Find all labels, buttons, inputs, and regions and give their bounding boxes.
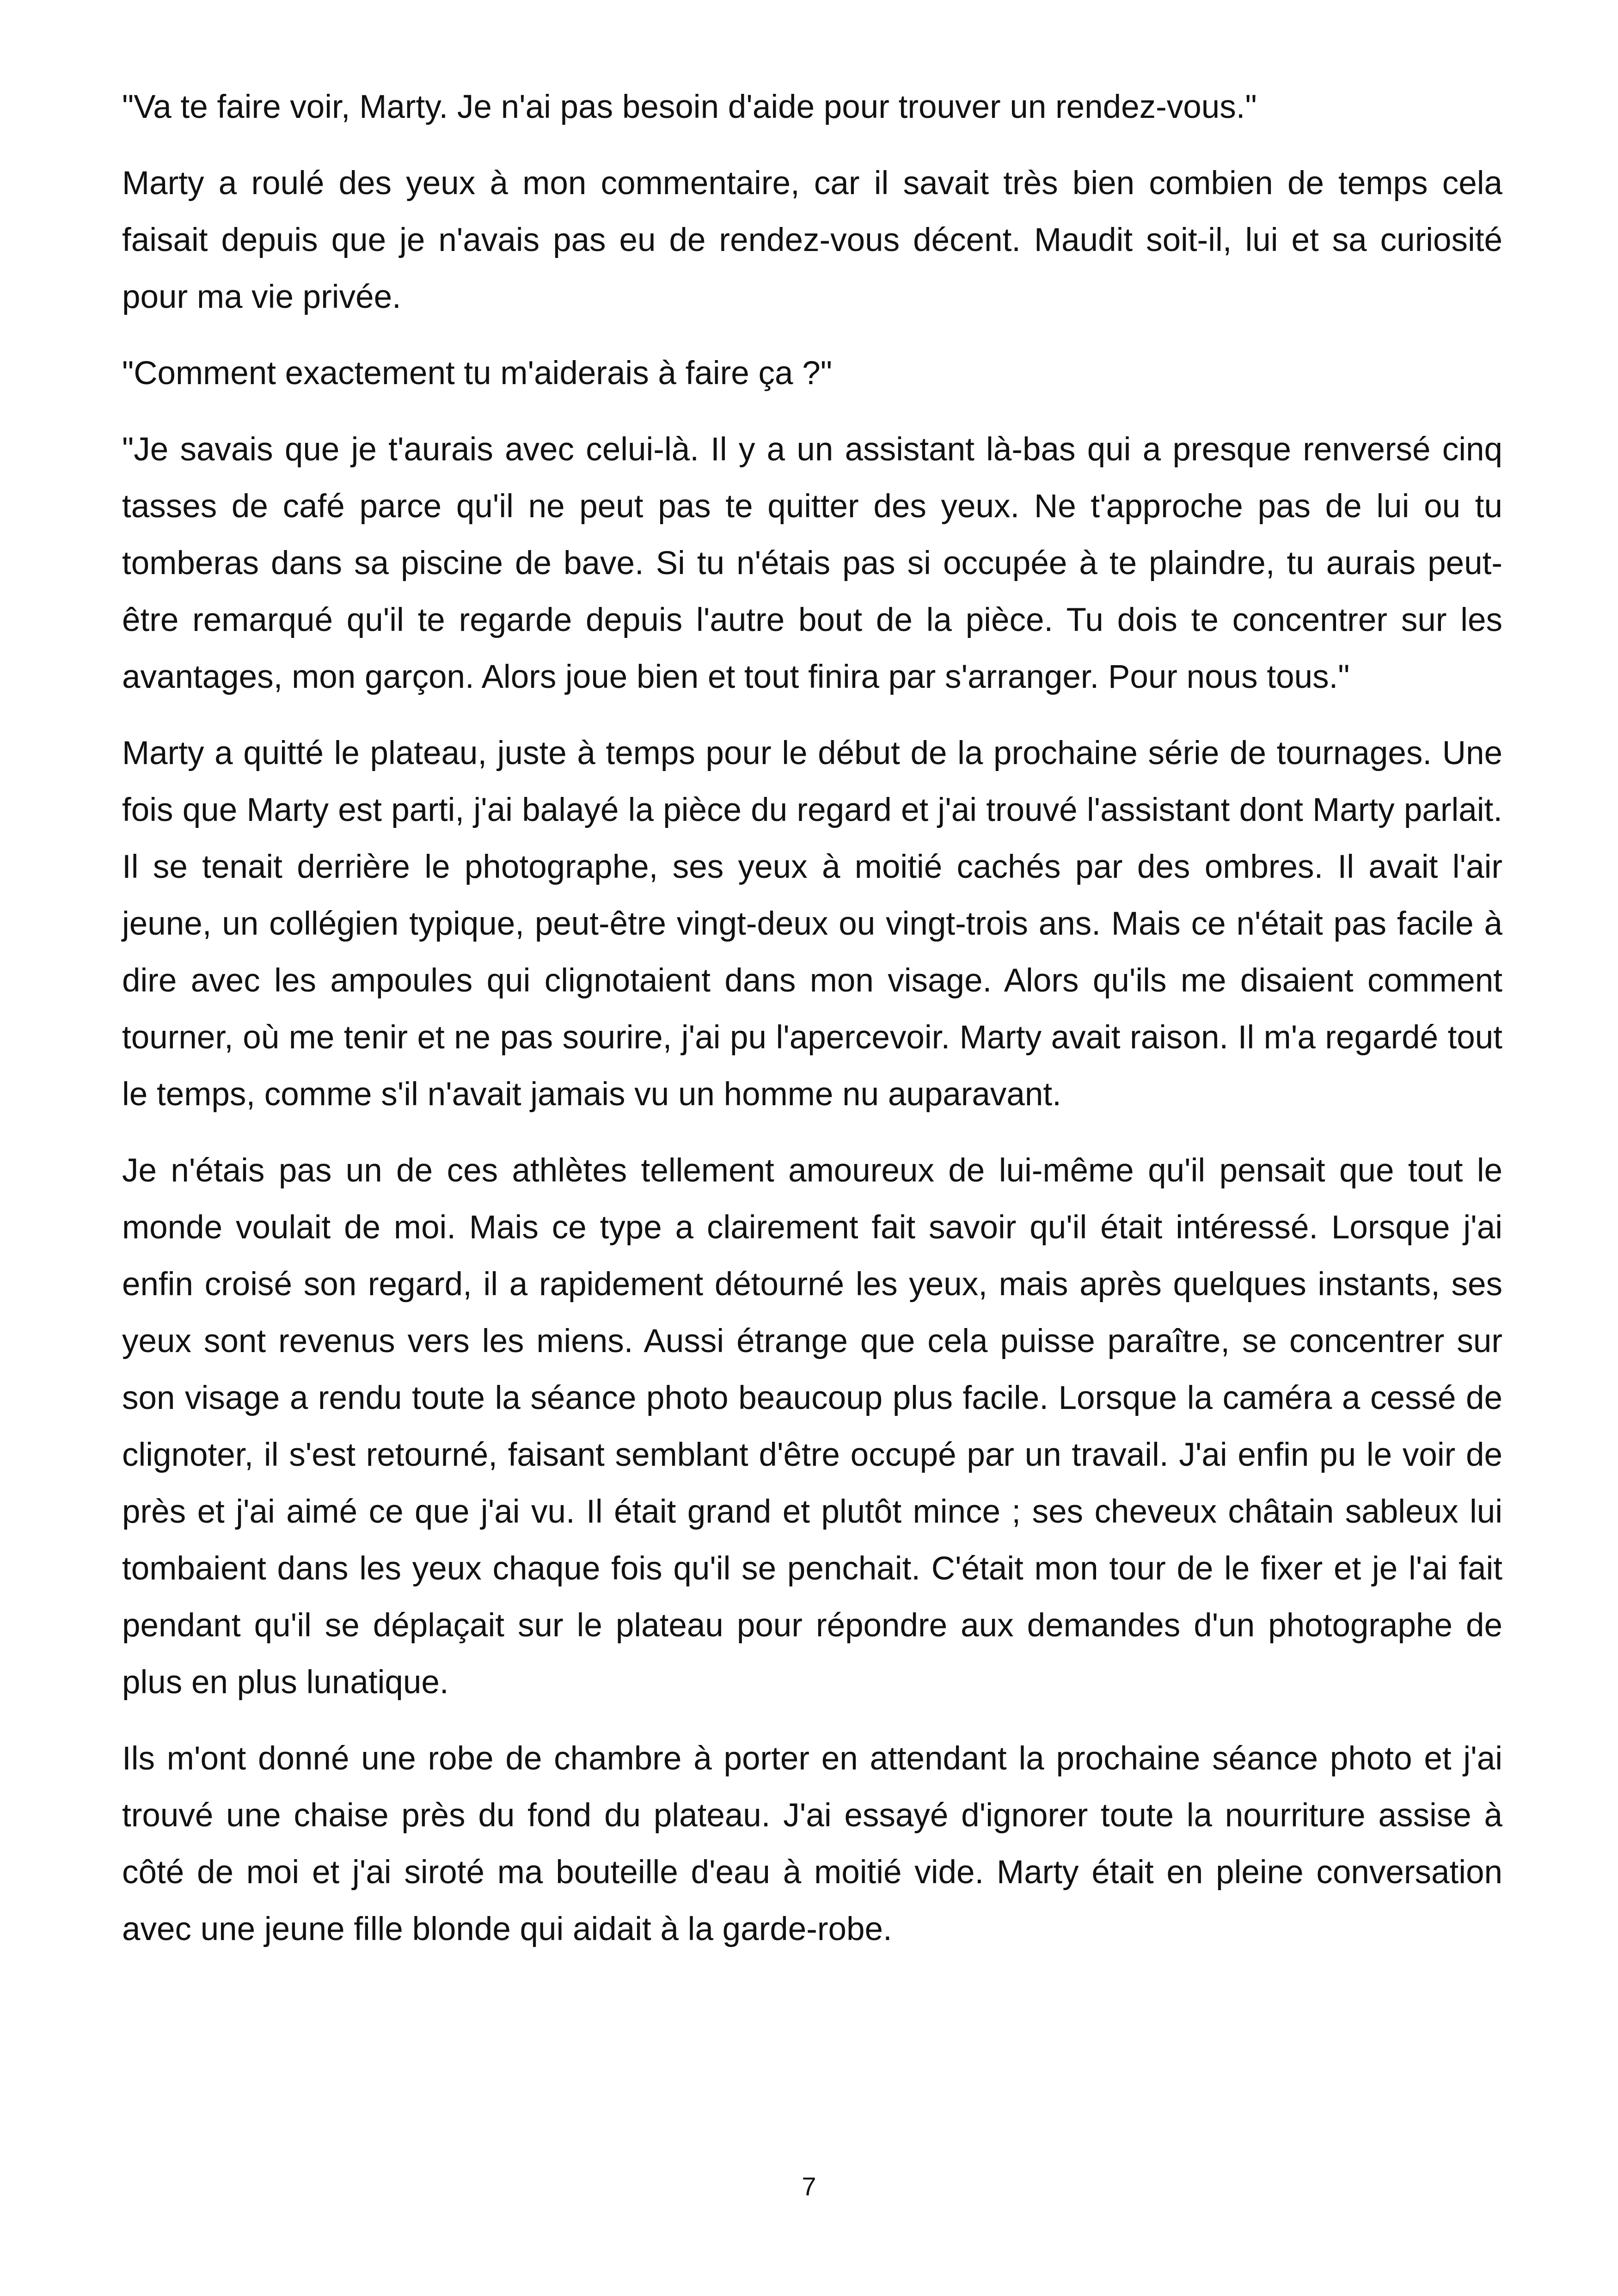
paragraph-2: Marty a roulé des yeux à mon commentaire, car il savait très bien combien de temps cela faisait depuis que je n'avais pas eu de rendez-vous décent. Maudit soit-il, lui et sa curiosité pour ma vie privée. bbox=[122, 165, 1502, 315]
paragraph-7: Ils m'ont donné une robe de chambre à porter en attendant la prochaine séance photo et j'ai trouvé une chaise près du fond du plateau. J'ai essayé d'ignorer toute la nourriture assise à côté de moi et j'ai siroté ma bouteille d'eau à moitié vide. Marty était en pleine conversation avec une jeune fille blonde qui aidait à la garde-robe. bbox=[122, 1740, 1502, 1947]
body-text bbox=[122, 79, 1502, 1958]
paragraph-6: Je n'étais pas un de ces athlètes tellement amoureux de lui-même qu'il pensait que tout le monde voulait de moi. Mais ce type a clairement fait savoir qu'il était intéressé. Lorsque j'ai enfin croisé son regard, il a rapidement détourné les yeux, mais après quelques instants, ses yeux sont revenus vers les miens. Aussi étrange que cela puisse paraître, se concentrer sur son visage a rendu toute la séance photo beaucoup plus facile. Lorsque la caméra a cessé de clignoter, il s'est retourné, faisant semblant d'être occupé par un travail. J'ai enfin pu le voir de près et j'ai aimé ce que j'ai vu. Il était grand et plutôt mince ; ses cheveux châtain sableux lui tombaient dans les yeux chaque fois qu'il se penchait. C'était mon tour de le fixer et je l'ai fait pendant qu'il se déplaçait sur le plateau pour répondre aux demandes d'un photographe de plus en plus lunatique. bbox=[122, 1152, 1502, 1701]
page-number: 7 bbox=[802, 2172, 816, 2201]
paragraph-3: "Comment exactement tu m'aiderais à faire ça ?" bbox=[122, 355, 832, 392]
paragraph-1: "Va te faire voir, Marty. Je n'ai pas besoin d'aide pour trouver un rendez-vous." bbox=[122, 89, 1257, 125]
paragraph-5: Marty a quitté le plateau, juste à temps pour le début de la prochaine série de tournages. Une fois que Marty est parti, j'ai balayé la pièce du regard et j'ai trouvé l'assistant dont Marty parlait. Il se tenait derrière le photographe, ses yeux à moitié cachés par des ombres. Il avait l'air jeune, un collégien typique, peut-être vingt-deux ou vingt-trois ans. Mais ce n'était pas facile à dire avec les ampoules qui clignotaient dans mon visage. Alors qu'ils me disaient comment tourner, où me tenir et ne pas sourire, j'ai pu l'apercevoir. Marty avait raison. Il m'a regardé tout le temps, comme s'il n'avait jamais vu un homme nu auparavant. bbox=[122, 735, 1502, 1113]
paragraph-4: "Je savais que je t'aurais avec celui-là. Il y a un assistant là-bas qui a presque renversé cinq tasses de café parce qu'il ne peut pas te quitter des yeux. Ne t'approche pas de lui ou tu tomberas dans sa piscine de bave. Si tu n'étais pas si occupée à te plaindre, tu aurais peut-être remarqué qu'il te regarde depuis l'autre bout de la pièce. Tu dois te concentrer sur les avantages, mon garçon. Alors joue bien et tout finira par s'arranger. Pour nous tous." bbox=[122, 431, 1502, 695]
